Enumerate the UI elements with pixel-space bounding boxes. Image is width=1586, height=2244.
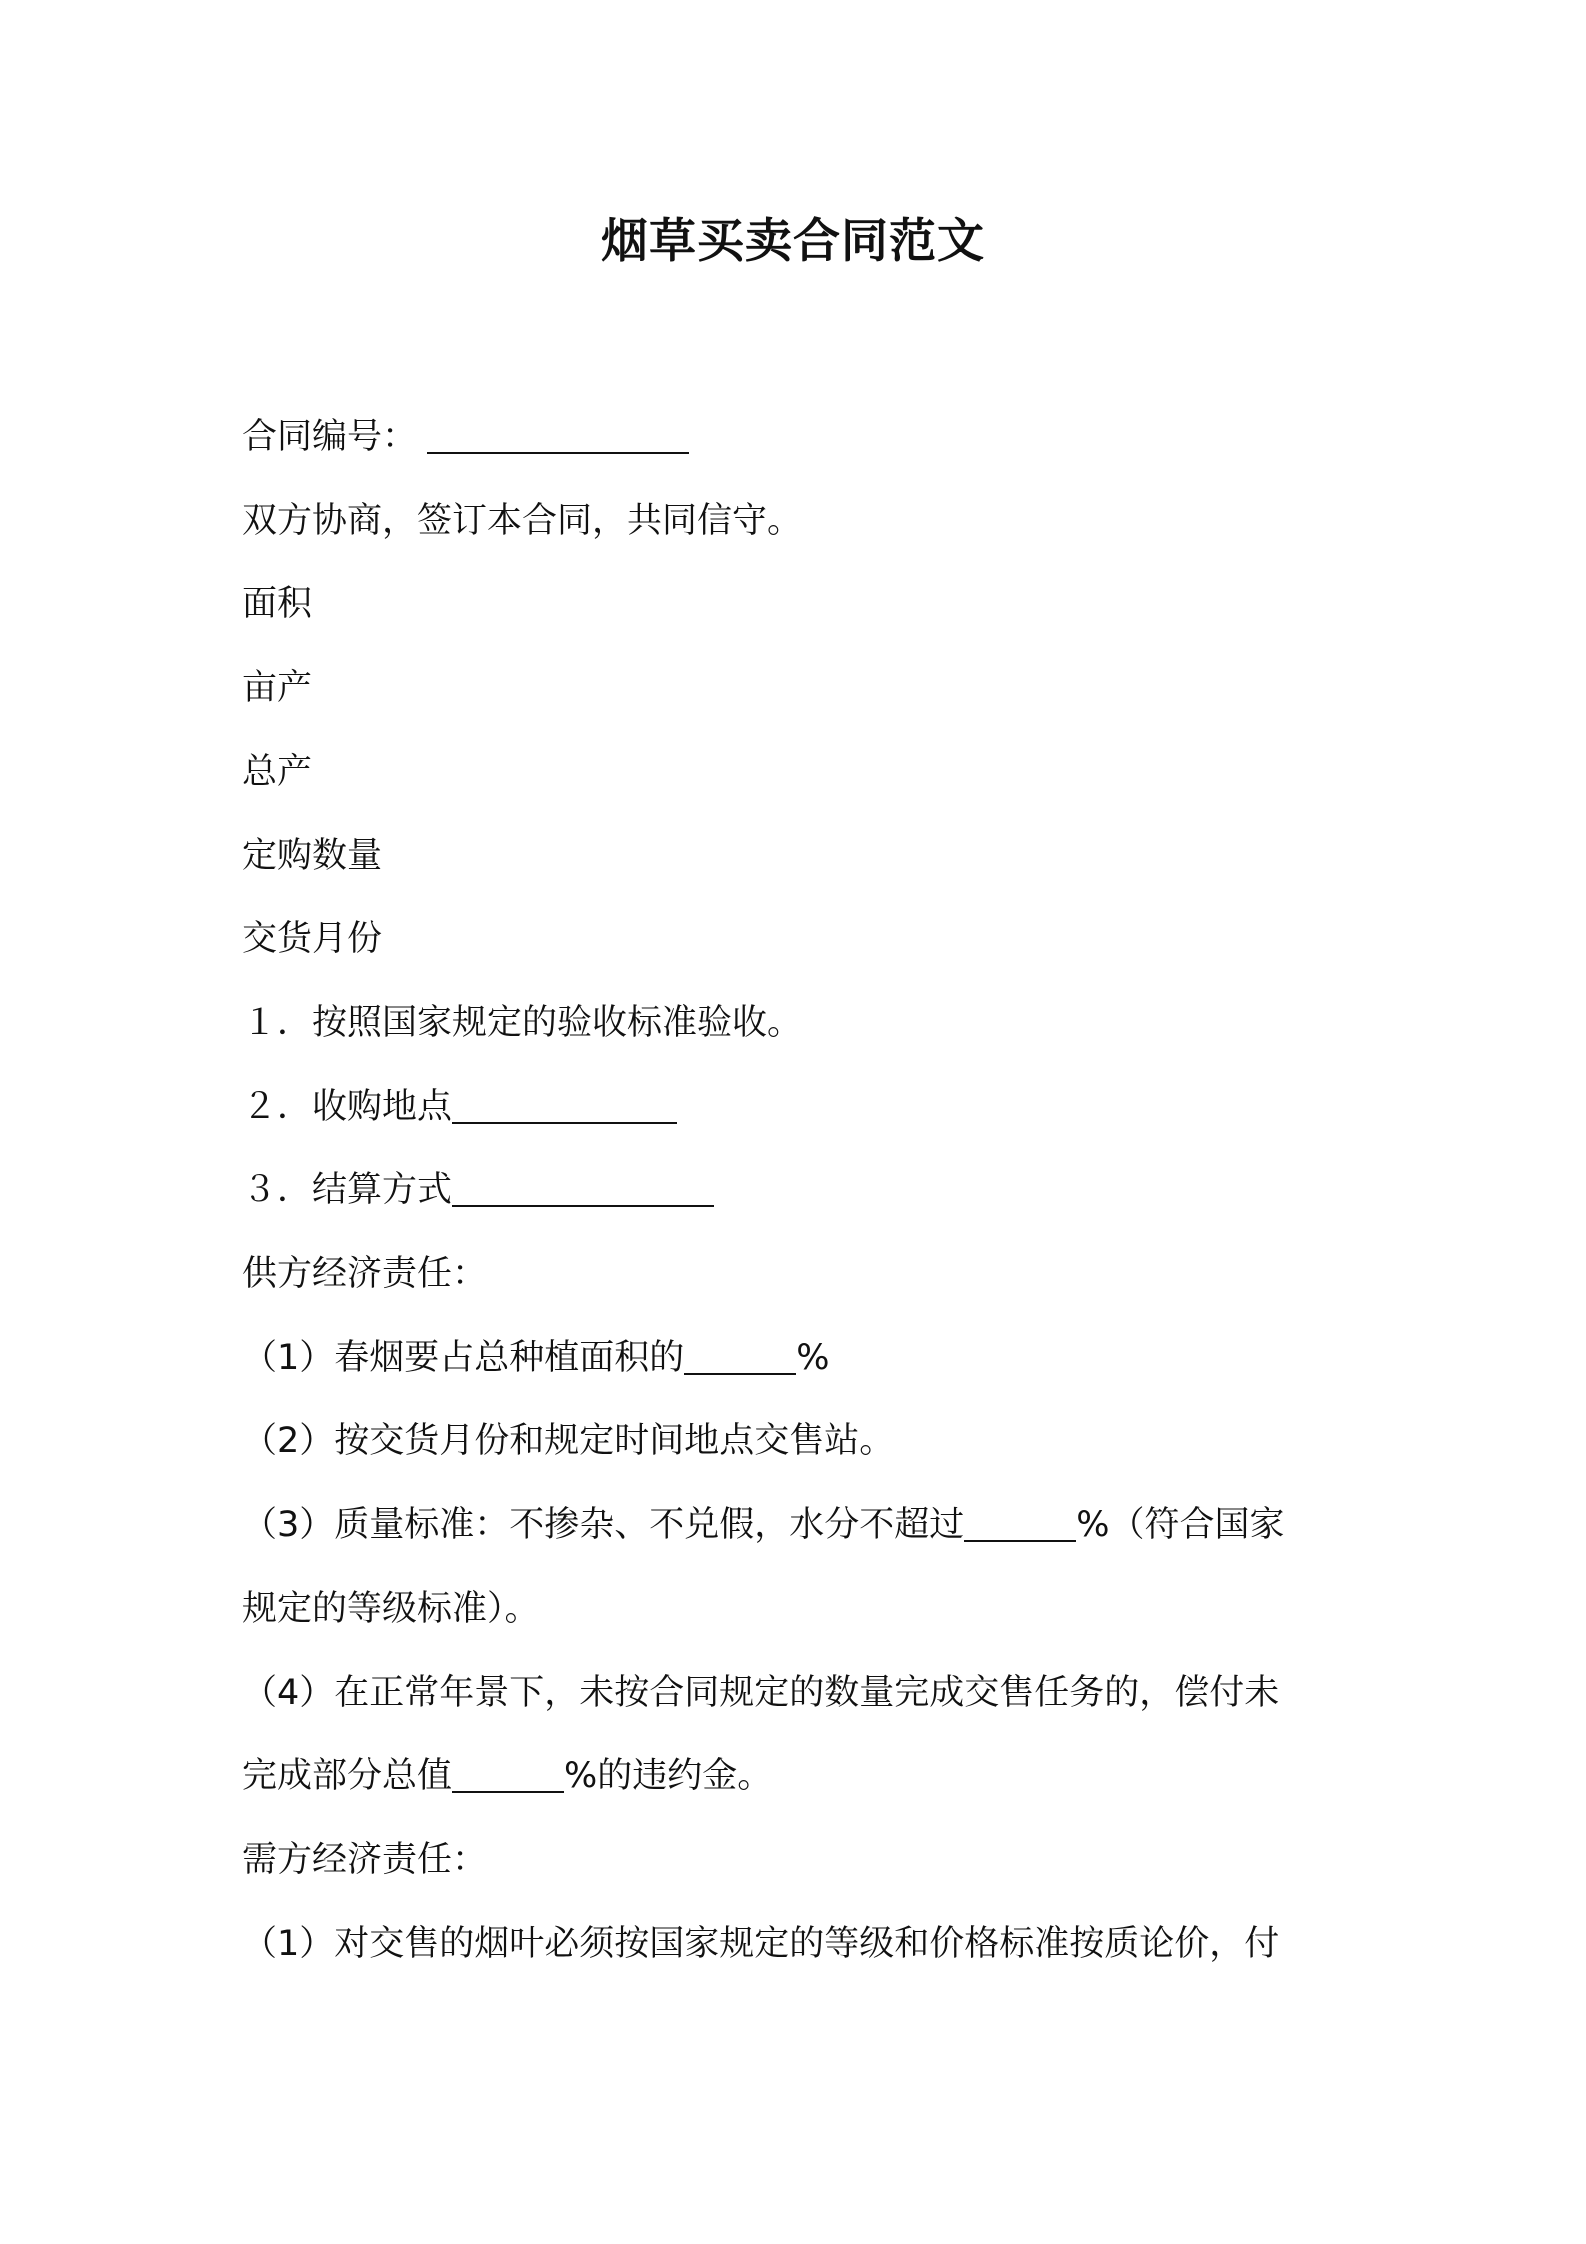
item-number: ２．: [242, 1087, 313, 1127]
item-number: （3）: [242, 1505, 335, 1545]
contract-number-line: [242, 413, 689, 461]
item-text: 完成部分总值: [242, 1756, 453, 1796]
contract-number-blank: [427, 422, 689, 454]
buyer-item-1: [242, 1920, 1279, 1968]
item-text: 按照国家规定的验收标准验收。: [312, 1003, 803, 1043]
settlement-method-blank: [452, 1175, 714, 1207]
spring-tobacco-percent-blank: [684, 1343, 796, 1375]
item-text: 结算方式: [312, 1170, 453, 1210]
item-3: [242, 1166, 714, 1214]
supplier-item-1: [242, 1334, 830, 1382]
penalty-percent-blank: [452, 1761, 564, 1793]
item-number: ３．: [242, 1170, 313, 1210]
item-number: （2）: [242, 1421, 335, 1461]
item-text: 按交货月份和规定时间地点交售站。: [334, 1421, 895, 1461]
item-2: [242, 1083, 677, 1131]
field-delivery-month: 交货月份: [242, 919, 383, 959]
moisture-percent-blank: [964, 1510, 1076, 1542]
item-1: [242, 999, 802, 1047]
item-text: 春烟要占总种植面积的: [334, 1338, 685, 1378]
item-text: 对交售的烟叶必须按国家规定的等级和价格标准按质论价，付: [334, 1924, 1280, 1964]
supplier-heading: 供方经济责任：: [242, 1254, 488, 1294]
supplier-item-4: [242, 1669, 1279, 1717]
item-text: 在正常年景下，未按合同规定的数量完成交售任务的，偿付未: [334, 1673, 1280, 1713]
field-area: 面积: [242, 584, 313, 624]
item-text-suffix: %的违约金。: [564, 1756, 773, 1796]
purchase-location-blank: [452, 1092, 677, 1124]
field-total-output: 总产: [242, 752, 313, 792]
item-text-suffix: %（符合国家: [1076, 1505, 1285, 1545]
item-text: 质量标准：不掺杂、不兑假，水分不超过: [334, 1505, 965, 1545]
field-order-quantity: 定购数量: [242, 836, 383, 876]
supplier-item-3: [242, 1501, 1285, 1549]
item-text-suffix: %: [796, 1338, 830, 1378]
intro-text: 双方协商，签订本合同，共同信守。: [242, 501, 803, 541]
field-yield-per-mu: 亩产: [242, 668, 313, 708]
item-number: （1）: [242, 1924, 335, 1964]
item-number: （1）: [242, 1338, 335, 1378]
item-number: １．: [242, 1003, 313, 1043]
document-title: 烟草买卖合同范文: [601, 214, 985, 269]
supplier-item-4-continued: [242, 1752, 772, 1800]
supplier-item-3-continued: 规定的等级标准）。: [242, 1589, 540, 1629]
supplier-item-2: [242, 1417, 894, 1465]
contract-number-label: 合同编号：: [242, 417, 418, 457]
buyer-heading: 需方经济责任：: [242, 1840, 488, 1880]
item-text: 收购地点: [312, 1087, 453, 1127]
item-number: （4）: [242, 1673, 335, 1713]
